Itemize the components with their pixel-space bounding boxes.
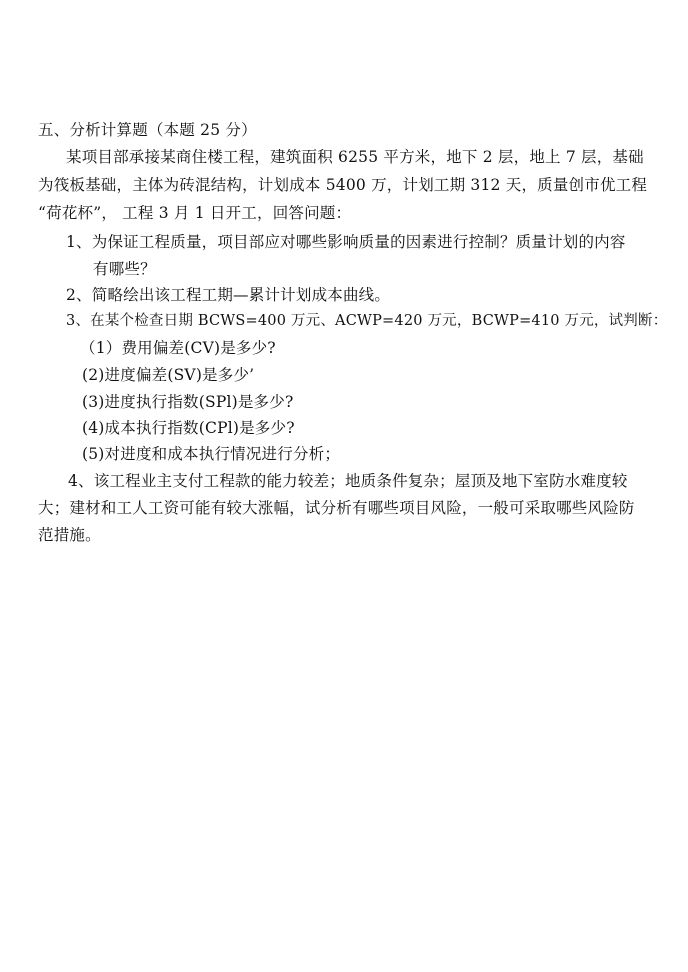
question-1-line-1: 1、为保证工程质量，项目部应对哪些影响质量的因素进行控制？质量计划的内容 [66, 233, 626, 251]
question-3-sub-3: (3)进度执行指数(SPl)是多少? [82, 393, 294, 411]
question-4-line-1: 4、该工程业主支付工程款的能力较差；地质条件复杂；屋顶及地下室防水难度较 [68, 472, 628, 490]
intro-line-3: “荷花杯”， 工程 3 月 1 日开工，回答问题： [38, 204, 352, 222]
question-3-sub-4: (4)成本执行指数(CPl)是多少? [82, 419, 295, 437]
question-4-line-2: 大；建材和工人工资可能有较大涨幅，试分析有哪些项目风险，一般可采取哪些风险防 [38, 499, 635, 517]
section-heading: 五、分析计算题（本题 25 分） [38, 121, 257, 139]
question-2: 2、简略绘出该工程工期—累计计划成本曲线。 [66, 286, 391, 304]
question-3-sub-5: (5)对进度和成本执行情况进行分析； [82, 445, 341, 463]
question-1-line-2: 有哪些？ [93, 260, 156, 278]
question-4-line-3: 范措施。 [38, 526, 101, 544]
question-3-sub-2: (2)进度偏差(SV)是多少’ [82, 366, 255, 384]
question-3: 3、在某个检查日期 BCWS=400 万元、ACWP=420 万元，BCWP=410 万元，试判断： [66, 313, 668, 329]
intro-line-2: 为筏板基础，主体为砖混结构，计划成本 5400 万，计划工期 312 天，质量创市优工程 [38, 176, 648, 194]
intro-line-1: 某项目部承接某商住楼工程，建筑面积 6255 平方米，地下 2 层，地上 7 层，基础 [66, 148, 644, 166]
question-3-sub-1: （1）费用偏差(CV)是多少? [80, 339, 276, 357]
